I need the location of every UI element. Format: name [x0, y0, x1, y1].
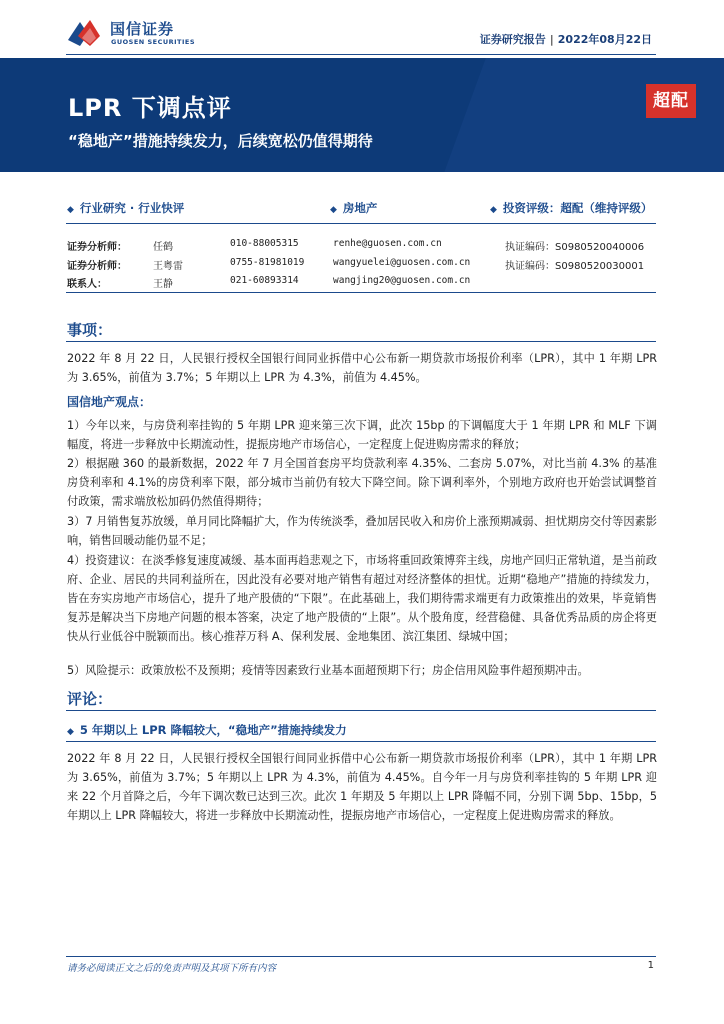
report-date: 2022年08月22日	[557, 33, 652, 46]
analyst-email[interactable]: renhe@guosen.com.cn	[333, 238, 442, 249]
view-point: 5）风险提示：政策放松不及预期；疫情等因素致行业基本面超预期下行；房企信用风险事件超预期冲击。	[67, 664, 589, 677]
category-investment-rating	[490, 200, 652, 216]
section-divider	[66, 710, 656, 711]
view-point: 4）投资建议：在淡季修复速度减缓、基本面再趋悲观之下，市场将重回政策博弈主线，房地产回归正常轨道，是当前政府、企业、居民的共同利益所在，因此没有必要对地产销售有超过对经济整体的担忧。近期“稳地产”措施的持续发力，皆在夯实房地产市场信心，提升了地产股债的“下限”。在此基础上，我们期待需求端更有力政策推出的效果，毕竟销售复苏是解决当下房地产问题的根本答案，决定了地产股债的“上限”。从个股角度，经营稳健、具备优秀品质的房企将更快从行业低谷中脱颖而出。核心推荐万科 A、保利发展、金地集团、滨江集团、绿城中国；	[67, 554, 657, 643]
category-label: 房地产	[342, 201, 378, 215]
analyst-phone: 0755-81981019	[230, 257, 305, 268]
bullet-label: 5 年期以上 LPR 降幅较大，“稳地产”措施持续发力	[79, 723, 347, 737]
diamond-icon: ◆	[67, 205, 74, 215]
category-industry	[330, 200, 377, 216]
bullet-divider	[66, 741, 656, 742]
analyst-role: 证券分析师：	[67, 261, 127, 272]
analyst-cert: 执证编码：S0980520040006	[505, 242, 645, 253]
analyst-email[interactable]: wangyuelei@guosen.com.cn	[333, 257, 471, 268]
category-label: 行业研究 · 行业快评	[79, 201, 185, 215]
brand-name: 国信证券	[110, 20, 175, 38]
category-label: 投资评级：超配（维持评级）	[502, 201, 653, 215]
analyst-name: 王粤雷	[153, 261, 183, 272]
brand-name-en: GUOSEN SECURITIES	[111, 38, 196, 46]
section-heading-events: 事项：	[67, 321, 113, 339]
rating-badge: 超配	[646, 84, 696, 118]
analyst-name: 王静	[153, 279, 173, 290]
analyst-divider	[66, 292, 656, 293]
comments-paragraph: 2022 年 8 月 22 日，人民银行授权全国银行间同业拆借中心公布新一期贷款市场报价利率（LPR），其中 1 年期 LPR 为 3.65%，前值为 3.7%；5 年期以上 LPR 为 4.3%，前值为 4.45%。自今年一月与房贷利率挂钩的 5 年期 LPR 迎来 22 个月首降之后，今年下调次数已达到三次。此次 1 年期及 5 年期以上 LPR 降幅不同，分别下调 5bp、15bp，5 年期以上 LPR 降幅较大，将进一步释放中长期流动性，提振房地产市场信心，一定程度上促进购房需求的释放。	[67, 752, 657, 822]
meta-separator: |	[549, 33, 554, 46]
analyst-role: 证券分析师：	[67, 242, 127, 253]
page-number: 1	[647, 960, 654, 971]
section-heading-views: 国信地产观点：	[67, 395, 152, 409]
report-subtitle: “稳地产”措施持续发力，后续宽松仍值得期待	[68, 132, 373, 150]
report-meta	[480, 31, 652, 47]
analyst-role: 联系人：	[67, 279, 107, 290]
analyst-email[interactable]: wangjing20@guosen.com.cn	[333, 275, 471, 286]
header-divider	[66, 54, 656, 55]
view-point: 1）今年以来，与房贷利率挂钩的 5 年期 LPR 迎来第三次下调，此次 15bp 的下调幅度大于 1 年期 LPR 和 MLF 下调幅度，将进一步释放中长期流动性，提振房地产市场信心，一定程度上促进购房需求的释放；	[67, 419, 657, 451]
events-paragraph: 2022 年 8 月 22 日，人民银行授权全国银行间同业拆借中心公布新一期贷款市场报价利率（LPR），其中 1 年期 LPR 为 3.65%，前值为 3.7%；5 年期以上 LPR 为 4.3%，前值为 4.45%。	[67, 352, 657, 384]
report-title: LPR 下调点评	[68, 94, 232, 122]
category-sector-review	[67, 200, 184, 216]
view-point: 2）根据融 360 的最新数据，2022 年 7 月全国首套房平均贷款利率 4.35%、二套房 5.07%，对比当前 4.3% 的基准房贷利率和 4.1%的房贷利率下限，部分城市当前仍有较大下降空间。除下调利率外，个别地方政府也开始尝试调整首付政策，需求端放松加码仍然值得期待；	[67, 457, 657, 508]
analyst-phone: 010-88005315	[230, 238, 299, 249]
footer-divider	[66, 956, 656, 957]
section-divider	[66, 341, 656, 342]
diamond-icon: ◆	[490, 205, 497, 215]
diamond-icon: ◆	[67, 727, 74, 737]
analyst-name: 任鹤	[153, 242, 173, 253]
analyst-cert: 执证编码：S0980520030001	[505, 261, 645, 272]
footer-disclaimer[interactable]: 请务必阅读正文之后的免责声明及其项下所有内容	[67, 963, 277, 974]
report-type: 证券研究报告	[479, 33, 546, 46]
guosen-logo-icon	[66, 18, 102, 48]
analyst-phone: 021-60893314	[230, 275, 299, 286]
comment-bullet-heading	[67, 722, 347, 738]
title-banner	[0, 58, 724, 172]
section-heading-comments: 评论：	[67, 690, 113, 708]
page-header	[0, 0, 724, 58]
diamond-icon: ◆	[330, 205, 337, 215]
category-divider	[66, 223, 656, 224]
view-point: 3）7 月销售复苏放缓，单月同比降幅扩大，作为传统淡季，叠加居民收入和房价上涨预期减弱、担忧期房交付等因素影响，销售回暖动能仍显不足；	[67, 515, 657, 547]
